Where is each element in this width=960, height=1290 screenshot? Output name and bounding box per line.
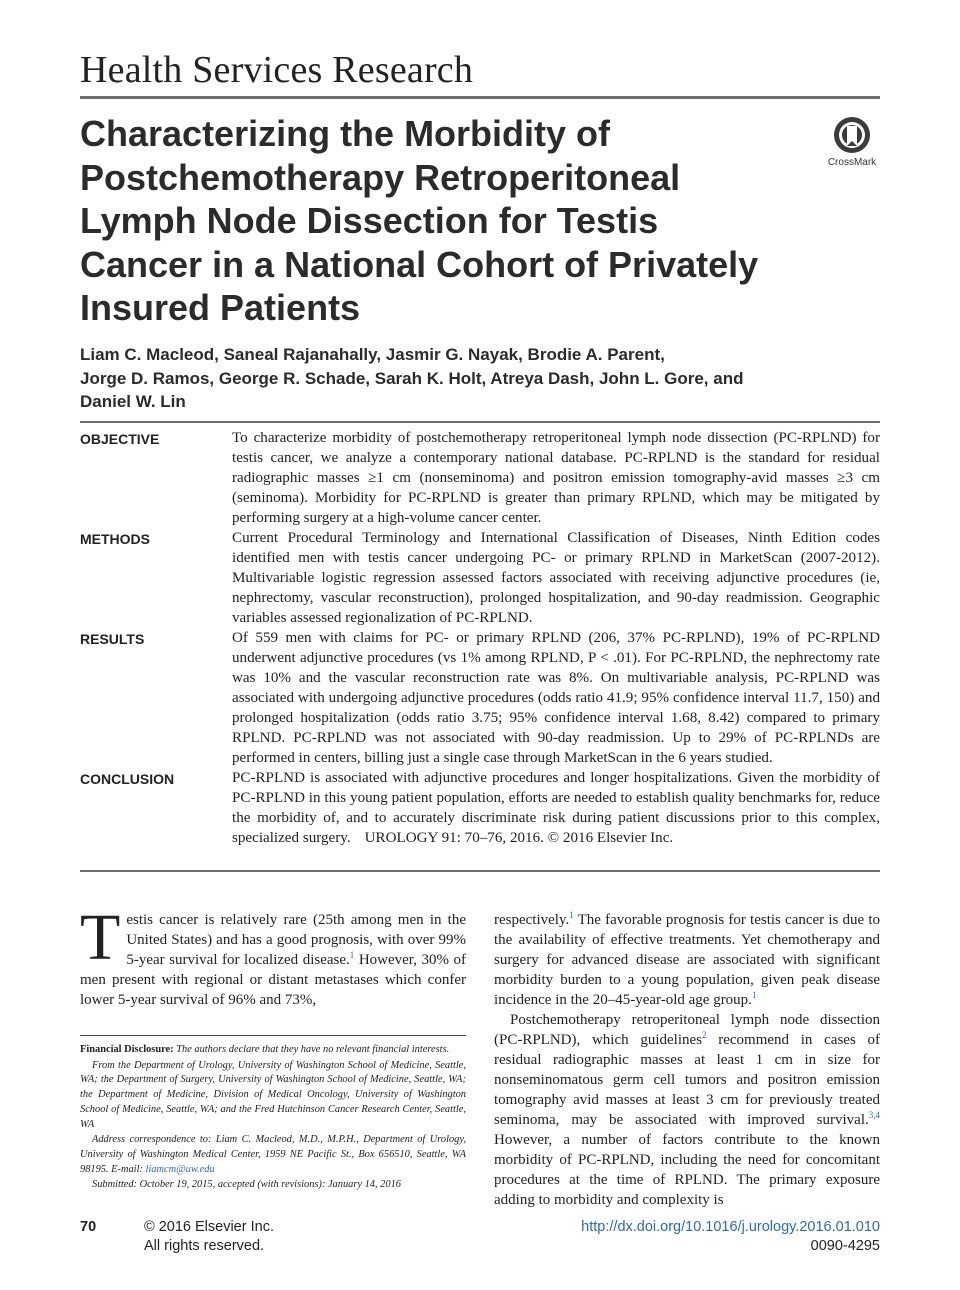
abstract-objective (80, 428, 880, 528)
article-title: Characterizing the Morbidity of Postchemotherapy Retroperitoneal Lymph Node Dissection for Testis Cancer in a National Cohort of Privately Insured Patients (80, 113, 759, 328)
abstract-methods (80, 528, 880, 628)
abstract-text: Of 559 men with claims for PC- or primary RPLND (206, 37% PC-RPLND), 19% of PC-RPLND underwent adjunctive procedures (vs 1% among RPLND, P < .01). For PC-RPLND, the nephrectomy rate was 10% and the vascular reconstruction rate was 8%. On multivariable analysis, PC-RPLND was associated with undergoing adjunctive procedures (odds ratio 41.9; 95% confidence interval 11.7, 150) and prolonged hospitalization (odds ratio 3.75; 95% confidence interval 1.68, 8.42) compared to primary RPLND. PC-RPLND was not associated with 90-day readmission. Up to 29% of PC-RPLNDs are performed in centers, billing just a single case through MarketScan in the 6 years studied. (232, 630, 880, 766)
body-paragraph (494, 1010, 880, 1210)
abstract-bottom-rule (80, 870, 880, 872)
reference-link[interactable]: 3,4 (868, 1110, 880, 1120)
abstract-label: RESULTS (80, 631, 145, 647)
correspondence (80, 1133, 466, 1177)
body-text: estis cancer is relatively rare (25th among men in the United States) and has a good prognosis, with over 99% 5-year survival for localized disease. (126, 912, 466, 968)
copyright (144, 1218, 274, 1256)
copyright-line: All rights reserved. (144, 1238, 265, 1254)
crossmark-badge[interactable] (822, 116, 882, 176)
reference-link[interactable]: 2 (702, 1030, 707, 1040)
page-number: 70 (80, 1219, 97, 1235)
structured-abstract (80, 428, 880, 848)
issn: 0090-4295 (810, 1238, 880, 1254)
financial-disclosure (80, 1043, 466, 1058)
author-line: Liam C. Macleod, Saneal Rajanahally, Jasmir G. Nayak, Brodie A. Parent, (80, 345, 665, 364)
submission-dates: Submitted: October 19, 2015, accepted (with revisions): January 14, 2016 (92, 1179, 401, 1191)
header-divider (80, 96, 880, 99)
body-column-left (80, 901, 466, 1010)
reference-link[interactable]: 1 (751, 990, 757, 1000)
abstract-conclusion-text: PC-RPLND is associated with adjunctive procedures and longer hospitalizations. Given the morbidity of PC-RPLND in this young patient population, efforts are needed to establish quality benchmarks for, reduce the morbidity of, and to accurately discriminate risk during patient discussions prior to this complex, specialized surgery. (232, 770, 880, 846)
body-column-right (494, 910, 880, 1210)
doi-block (581, 1218, 880, 1256)
body-text: However, 30% of men present with regional or distant metastases which confer lower 5-year survival of 96% and 73%, (80, 952, 466, 1008)
abstract-label: METHODS (80, 531, 150, 547)
body-text: recommend in cases of residual radiographic masses at least 1 cm in size for nonseminomatous germ cell tumors and positron emission tomography avid masses at least 3 cm for previously treated seminoma, may be associated with improved survival. (494, 1032, 880, 1128)
abstract-results (80, 628, 880, 768)
abstract-text (232, 768, 880, 848)
abstract-label: OBJECTIVE (80, 431, 160, 447)
body-paragraph (80, 901, 466, 1010)
abstract-text: To characterize morbidity of postchemotherapy retroperitoneal lymph node dissection (PC-RPLND) for testis cancer, we analyze a contemporary national database. PC-RPLND is the standard for residual radiographic masses ≥1 cm (nonseminoma) and positron emission tomography-avid masses ≥3 cm (seminoma). Morbidity for PC-RPLND is greater than primary RPLND, which may be mitigated by performing surgery at a high-volume cancer center. (232, 430, 880, 526)
footnote-divider (80, 1035, 466, 1036)
correspondence-text: Address correspondence to: Liam C. Macleod, M.D., M.P.H., Department of Urology, University of Washington Medical Center, 1959 NE Pacific St., Box 656510, Seattle, WA 98195. E-mail: (80, 1134, 466, 1175)
author-list (80, 343, 880, 414)
abstract-top-rule (80, 421, 880, 423)
body-text: The favorable prognosis for testis cancer is due to the availability of effective treatments. Yet chemotherapy and surgery for advanced disease are associated with significant morbidity burden to a young population, given peak disease incidence in the 20–45-year-old age group. (494, 912, 880, 1008)
abstract-label: CONCLUSION (80, 771, 175, 787)
disclosure-text: The authors declare that they have no relevant financial interests. (173, 1044, 450, 1055)
drop-cap: T (80, 901, 121, 974)
footnotes (80, 1043, 466, 1194)
author-line: Jorge D. Ramos, George R. Schade, Sarah K. Holt, Atreya Dash, John L. Gore, and (80, 368, 744, 388)
doi-link[interactable]: http://dx.doi.org/10.1016/j.urology.2016.01.010 (581, 1219, 880, 1235)
reference-link[interactable]: 1 (569, 910, 574, 920)
body-text: respectively. (494, 912, 570, 928)
reference-link[interactable]: 1 (349, 950, 355, 960)
crossmark-label: CrossMark (827, 157, 877, 168)
disclosure-label: Financial Disclosure: (80, 1044, 174, 1055)
abstract-conclusion (80, 768, 880, 848)
body-text: Postchemotherapy retroperitoneal lymph node dissection (PC-RPLND), which guidelines (494, 1012, 880, 1048)
copyright-line: © 2016 Elsevier Inc. (144, 1219, 274, 1235)
crossmark-icon (833, 116, 871, 156)
body-text: However, a number of factors contribute to the known morbidity of PC-RPLND, including the need for concomitant procedures at the time of RPLND. The primary exposure adding to morbidity and complexity is (494, 1132, 880, 1208)
email-link[interactable]: liamcm@uw.edu (145, 1163, 215, 1175)
body-paragraph (494, 910, 880, 1010)
abstract-text: Current Procedural Terminology and International Classification of Diseases, Ninth Edition codes identified men with testis cancer undergoing PC- or primary RPLND in MarketScan (2007-2012). Multivariable logistic regression assessed factors associated with receiving adjunctive procedures (ie, nephrectomy, vascular reconstruction), prolonged hospitalization, and 90-day readmission. Geographic variables assessed regionalization of PC-RPLND. (232, 530, 880, 626)
author-line: Daniel W. Lin (80, 392, 186, 411)
journal-citation: UROLOGY 91: 70–76, 2016. © 2016 Elsevier Inc. (364, 830, 674, 846)
affiliations: From the Department of Urology, University of Washington School of Medicine, Seattle, WA; the Department of Surgery, University of Washington School of Medicine, Seattle, WA; the Department of Medicine, Division of Medical Oncology, University of Washington School of Medicine, Seattle, WA; and the Fred Hutchinson Cancer Research Center, Seattle, WA (80, 1059, 466, 1130)
journal-section-title: Health Services Research (80, 49, 474, 91)
